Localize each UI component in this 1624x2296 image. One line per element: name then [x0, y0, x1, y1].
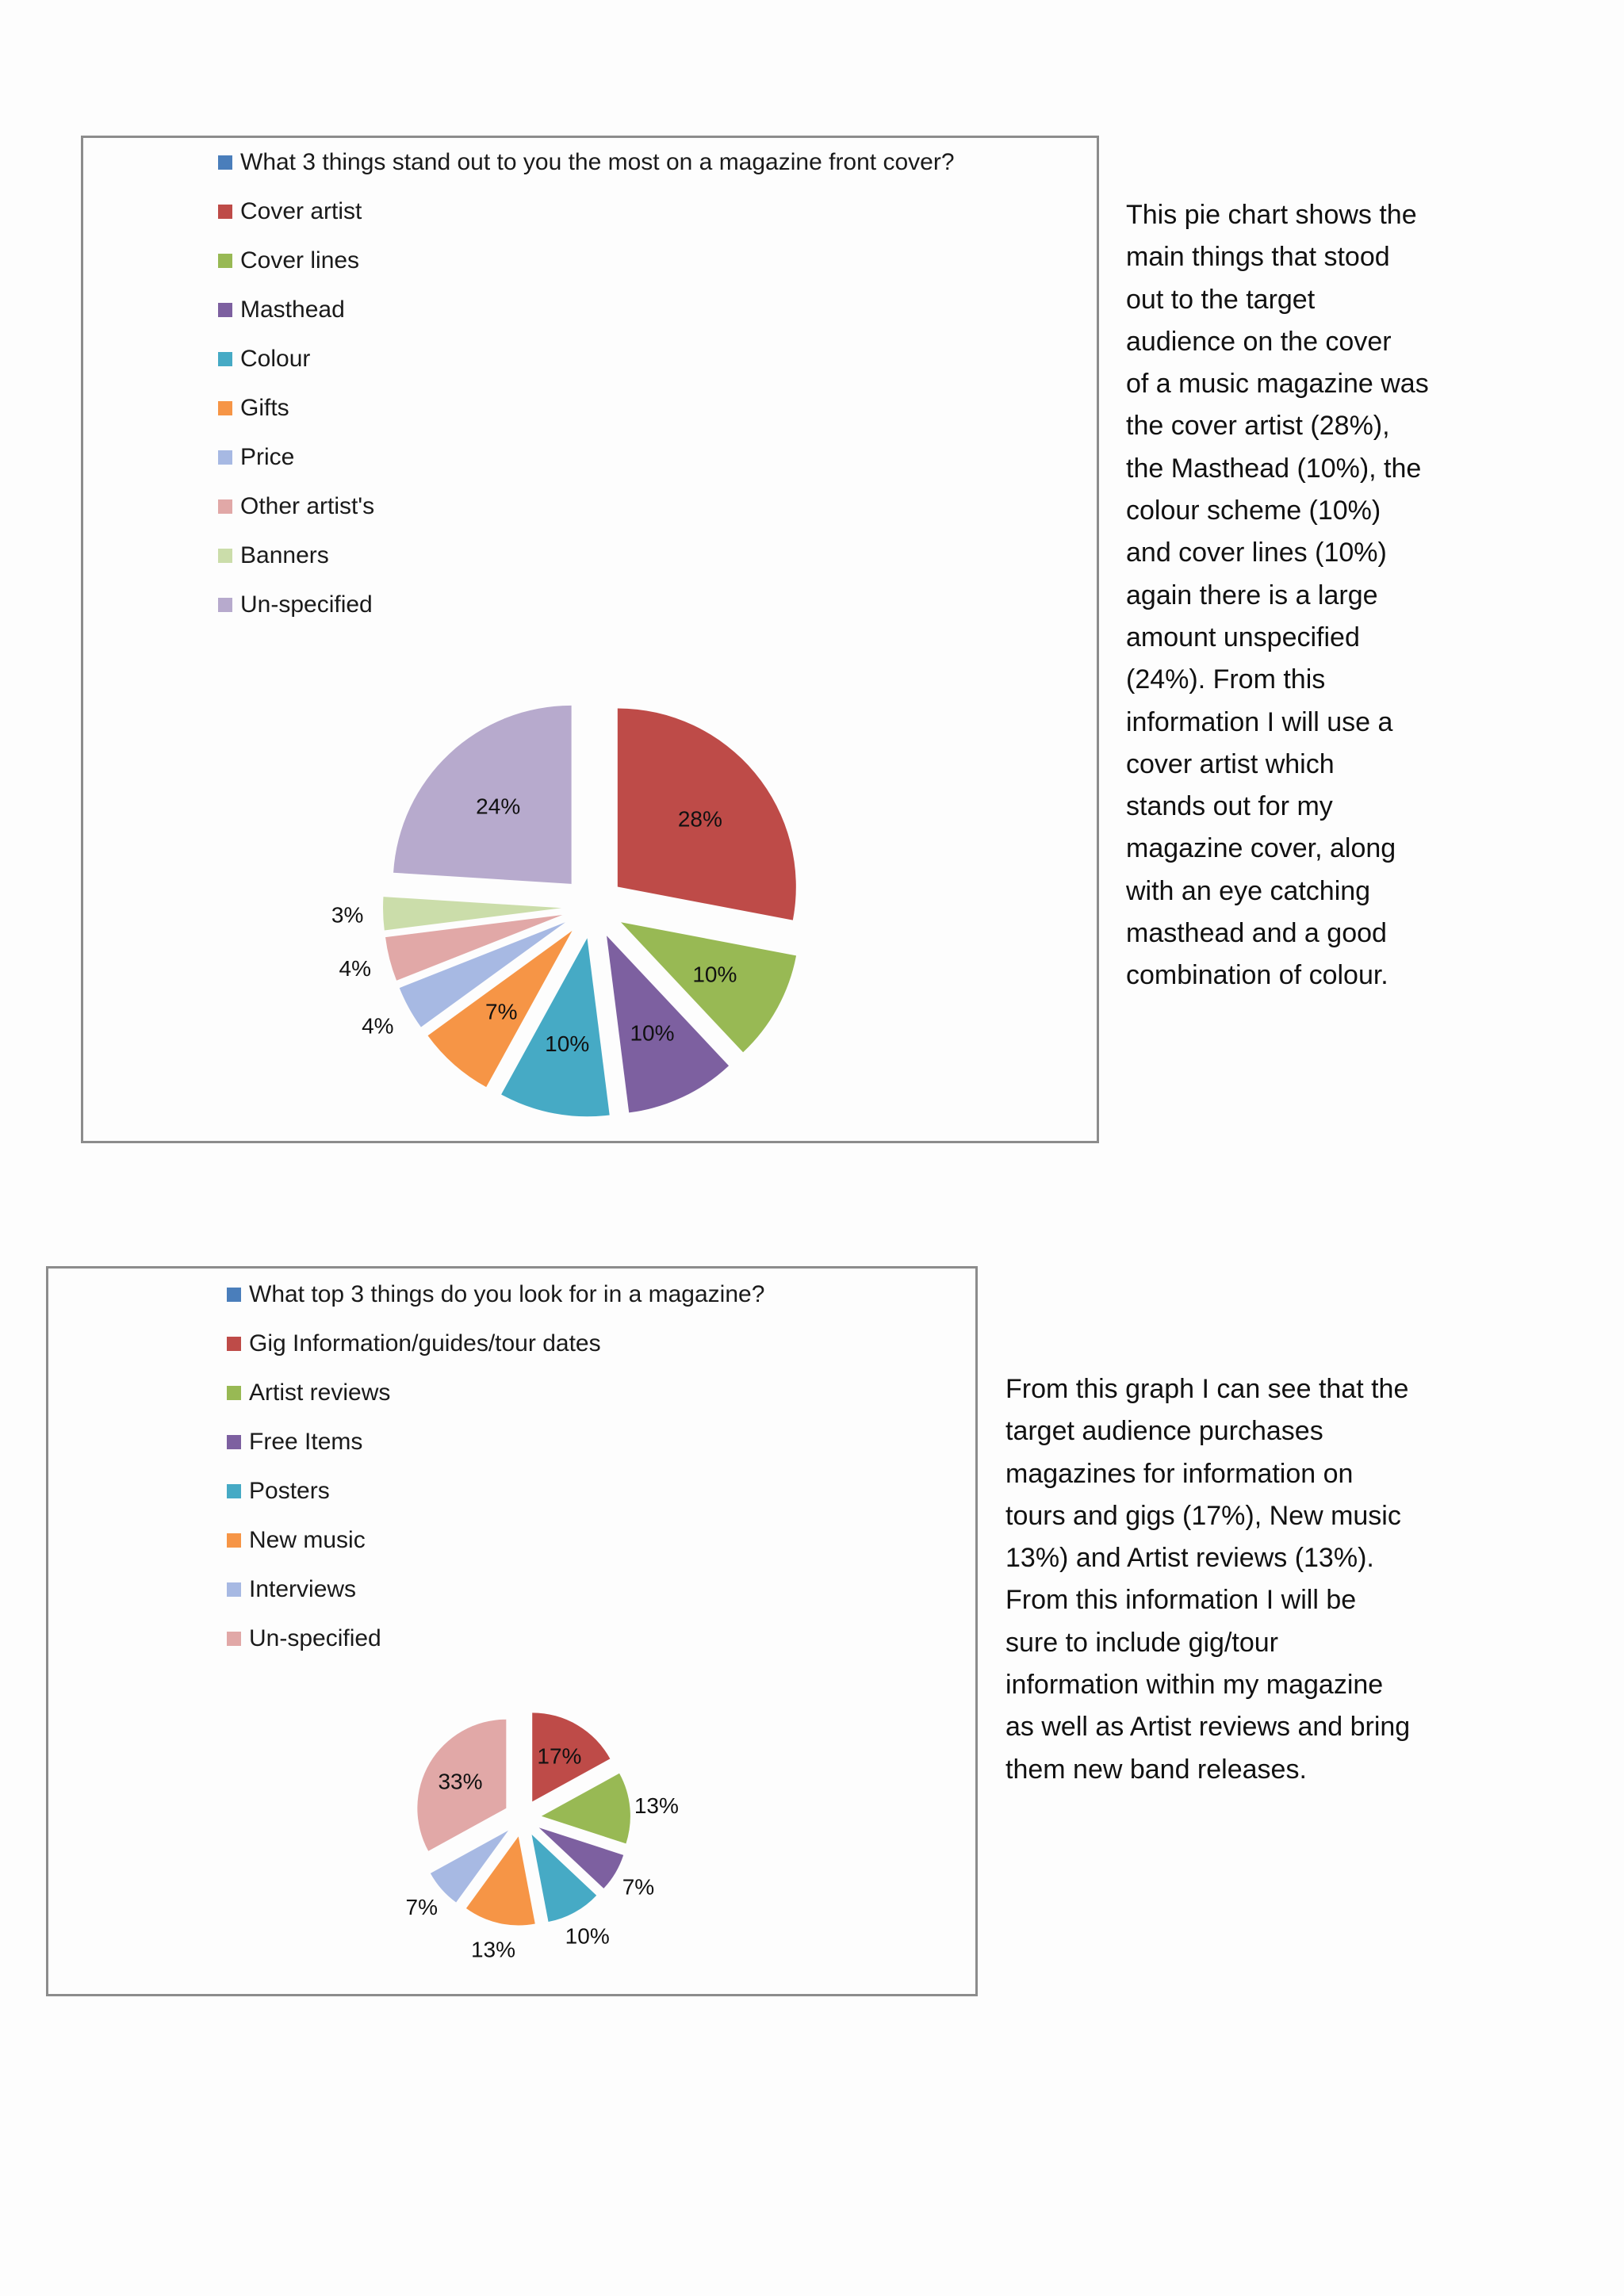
- slice-data-label: 24%: [476, 794, 521, 819]
- slice-data-label: 10%: [565, 1923, 610, 1949]
- slice-data-label: 10%: [545, 1031, 590, 1056]
- legend-label: Posters: [249, 1478, 330, 1504]
- legend-label: Free Items: [249, 1429, 363, 1455]
- legend-label: Un-specified: [240, 591, 373, 618]
- slice-data-label: 4%: [339, 956, 371, 982]
- chart-2-frame: [46, 1266, 978, 1996]
- legend-label: Colour: [240, 346, 311, 372]
- chart-1-pie: [83, 138, 1097, 1141]
- legend-label: Banners: [240, 542, 329, 568]
- slice-data-label: 13%: [470, 1937, 516, 1962]
- legend-label: What top 3 things do you look for in a magazine?: [249, 1281, 765, 1307]
- legend-label: Gig Information/guides/tour dates: [249, 1330, 601, 1357]
- legend-label: Cover lines: [240, 247, 360, 274]
- legend-label: Price: [240, 444, 295, 470]
- legend-label: Un-specified: [249, 1625, 381, 1651]
- legend-label: Masthead: [240, 297, 345, 323]
- slice-data-label: 33%: [438, 1769, 483, 1794]
- slice-data-label: 10%: [630, 1020, 675, 1046]
- slice-data-label: 28%: [677, 806, 722, 832]
- slice-data-label: 10%: [692, 962, 737, 987]
- slice-data-label: 17%: [537, 1743, 582, 1769]
- legend-label: Artist reviews: [249, 1380, 391, 1406]
- chart-1-description: This pie chart shows the main things that stood out to the target audience on the cover of a music magazine was the cover artist (28%), the Masthead (10%), the colour scheme (10%) and cover lines (10%) again there is a large amount unspecified (24%). From this information I will use a cover artist which stands out for my magazine cover, along with an eye catching masthead and a good combination of colour.: [1126, 200, 1429, 991]
- slice-data-label: 3%: [331, 902, 364, 928]
- legend-label: Other artist's: [240, 493, 375, 519]
- slice-data-label: 7%: [622, 1874, 655, 1900]
- legend-label: Cover artist: [240, 198, 362, 224]
- chart-1-frame: [81, 136, 1099, 1143]
- legend-label: New music: [249, 1527, 366, 1553]
- chart-2-pie: [48, 1269, 975, 1994]
- slice-data-label: 13%: [634, 1793, 679, 1819]
- chart-2-description: From this graph I can see that the target audience purchases magazines for information on tours and gigs (17%), New music 13%) and Artist reviews (13%). From this information I will be sure to include gig/tour information within my magazine as well as Artist reviews and bring them new band releases.: [1005, 1374, 1411, 1785]
- slice-data-label: 7%: [485, 999, 518, 1024]
- legend-label: What 3 things stand out to you the most on a magazine front cover?: [240, 149, 955, 175]
- legend-label: Interviews: [249, 1576, 357, 1602]
- slice-data-label: 7%: [405, 1895, 439, 1920]
- legend-label: Gifts: [240, 395, 289, 421]
- slice-data-label: 4%: [362, 1013, 394, 1039]
